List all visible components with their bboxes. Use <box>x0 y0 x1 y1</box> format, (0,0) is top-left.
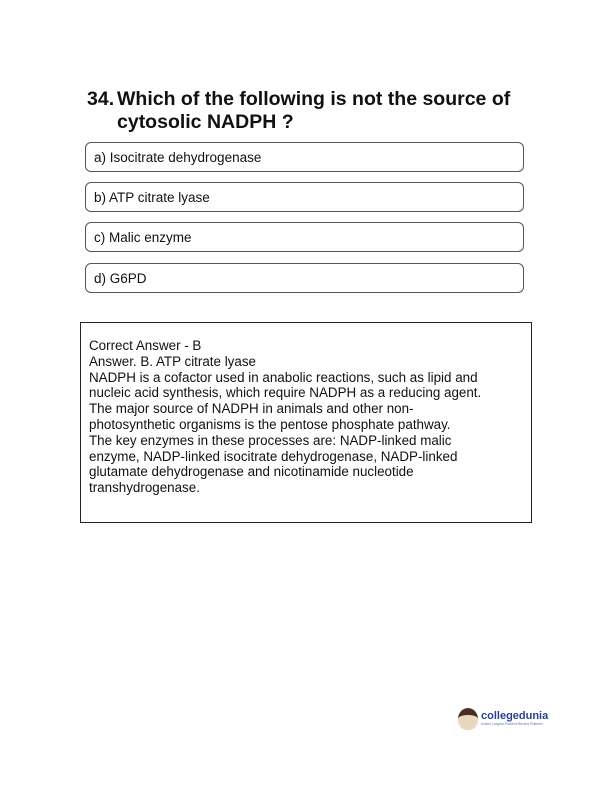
answer-line: enzyme, NADP-linked isocitrate dehydrogenase, NADP-linked <box>89 448 458 464</box>
question-text-line2: cytosolic NADPH ? <box>117 111 294 133</box>
answer-line: Answer. B. ATP citrate lyase <box>89 353 256 369</box>
option-a[interactable]: a) Isocitrate dehydrogenase <box>85 142 524 172</box>
answer-line: NADPH is a cofactor used in anabolic reactions, such as lipid and <box>89 369 478 385</box>
option-b[interactable]: b) ATP citrate lyase <box>85 182 524 212</box>
mascot-icon <box>458 708 478 730</box>
option-c[interactable]: c) Malic enzyme <box>85 222 524 252</box>
answer-line: nucleic acid synthesis, which require NADPH as a reducing agent. <box>89 385 482 401</box>
collegedunia-logo <box>458 708 548 730</box>
question-number: 34. <box>87 88 115 110</box>
answer-line: transhydrogenase. <box>89 480 200 496</box>
question-text-line1: Which of the following is not the source of <box>117 88 511 110</box>
logo-tagline: India's Largest Student Review Platform <box>481 722 544 726</box>
answer-line: Correct Answer - B <box>89 338 202 353</box>
answer-line: The key enzymes in these processes are: NADP-linked malic <box>89 432 452 448</box>
answer-line: glutamate dehydrogenase and nicotinamide nucleotide <box>89 464 414 480</box>
answer-line: The major source of NADPH in animals and other non- <box>89 401 414 417</box>
logo-brand: collegedunia <box>481 710 549 722</box>
answer-box <box>80 322 532 523</box>
question-title <box>87 88 537 134</box>
answer-line: photosynthetic organisms is the pentose phosphate pathway. <box>89 416 451 432</box>
option-d[interactable]: d) G6PD <box>85 263 524 293</box>
